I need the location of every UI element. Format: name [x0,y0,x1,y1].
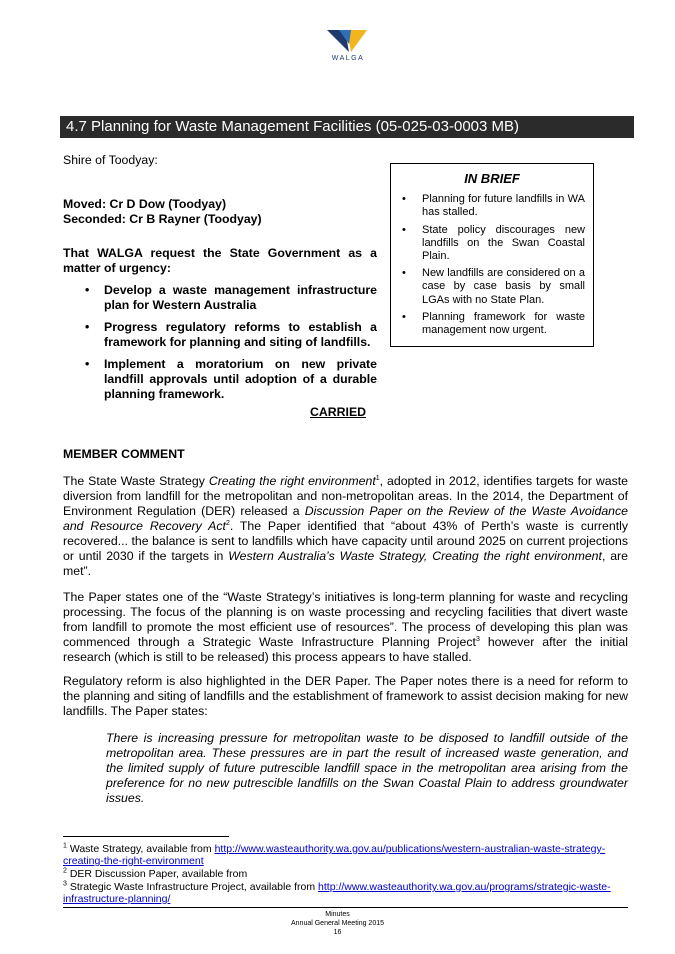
comment-paragraph-3: Regulatory reform is also highlighted in the DER Paper. The Paper notes there is a need for reform to the planning and siting of landfills and the establishment of framework to assist decision making for new landfills. The Paper states: [63,674,628,718]
text-run: . The Paper identified that “about 43% of Perth’s waste is currently recovered... the balance is sent to landfills which have capacity until around 2025 on current projections or until 2030 if the targets in [63,519,628,563]
in-brief-item [399,224,585,264]
text-run: , are met”. [63,549,628,578]
resolution-item [63,283,377,313]
in-brief-item-text: Planning framework for waste management now urgent. [422,310,585,337]
footnote-ref: 1 [375,474,380,482]
in-brief-item [399,311,585,337]
footnote-2 [63,868,628,880]
footnote-divider [63,836,229,837]
footer-title: Minutes [325,911,350,918]
text-run-italic: Creating the right environment [208,474,376,488]
footnote-number: 2 [63,867,67,875]
shire-label: Shire of Toodyay: [63,153,158,167]
text-run: however after the initial research (which is still to be released) this process appears to have stalled. [63,635,628,664]
logo-text: WALGA [331,55,365,62]
footnote-text: Strategic Waste Infrastructure Project, available from [66,881,319,893]
seconded-by: Seconded: Cr B Rayner (Toodyay) [63,212,262,226]
comment-paragraph-2 [63,590,628,665]
footnote-number: 1 [63,842,67,850]
page-number: 16 [333,929,342,936]
footnote-text: Waste Strategy, available from [66,843,215,855]
text-run-italic: Discussion Paper on the Review of the Waste Avoidance and Resource Recovery Act [63,504,628,533]
in-brief-item-text: State policy discourages new landfills on the Swan Coastal Plain. [422,223,585,263]
in-brief-item [399,267,585,307]
comment-paragraph-1 [63,474,628,579]
text-run-italic: Western Australia’s Waste Strategy, Creating the right environment [228,549,602,563]
member-comment-heading: MEMBER COMMENT [63,447,185,461]
text-run: The Paper states one of the “Waste Strategy’s initiatives is long-term planning for waste and recycling processing. The focus of the planning is on waste processing and recycling facilities that divert waste from landfill to promote the most efficient use of resources”. The process of developing this plan was commenced through a Strategic Waste Infrastructure Planning Project [63,590,628,649]
footnote-link[interactable]: http://www.wasteauthority.wa.gov.au/programs/strategic-waste-infrastructure-planning/ [63,881,611,905]
resolution-item-text: Progress regulatory reforms to establish a framework for planning and siting of landfills. [104,320,377,349]
footnote-link[interactable]: http://www.wasteauthority.wa.gov.au/publications/western-australian-waste-strategy-creating-the-right-environment [63,843,606,867]
section-title: 4.7 Planning for Waste Management Facilities (05-025-03-0003 MB) [60,116,634,138]
footnote-ref: 2 [225,519,230,527]
in-brief-list [399,193,585,337]
moved-by: Moved: Cr D Dow (Toodyay) [63,197,227,211]
walga-logo-icon [325,28,369,54]
carried-label: CARRIED [310,405,367,419]
resolution-item [63,320,377,350]
resolution-item [63,357,377,402]
in-brief-item [399,193,585,219]
resolution-text: That WALGA request the State Government as a matter of urgency: [63,246,377,275]
in-brief-box [390,163,594,347]
resolution-item-text: Develop a waste management infrastructure plan for Western Australia [104,283,377,312]
in-brief-item-text: New landfills are considered on a case by case basis by small LGAs with no State Plan. [422,267,585,306]
in-brief-title: IN BRIEF [464,171,520,186]
footnote-3 [63,881,628,905]
footer-subtitle: Annual General Meeting 2015 [290,920,384,927]
text-run: The State Waste Strategy [63,474,209,488]
in-brief-item-text: Planning for future landfills in WA has stalled. [422,193,585,219]
resolution-list [63,283,377,402]
quote-block: There is increasing pressure for metropolitan waste to be disposed to landfill outside of the metropolitan area. These pressures are in part the result of increased waste generation, and the limited supply of future putrescible landfill space in the metropolitan area arising from the preference for no new putrescible landfills on the Swan Coastal Plain to address groundwater issues. [106,731,628,805]
footnote-number: 3 [63,880,67,888]
text-run: , adopted in 2012, identifies targets for waste diversion from landfill for the metropolitan and non-metropolitan areas. In the 2014, the Department of Environment Regulation (DER) released a [63,474,628,518]
resolution-item-text: Implement a moratorium on new private landfill approvals until adoption of a durable planning framework. [104,357,377,401]
footnote-text: DER Discussion Paper, available from [66,868,248,880]
footer-divider [63,907,628,908]
footnote-1 [63,843,628,867]
footnote-ref: 3 [475,635,480,643]
